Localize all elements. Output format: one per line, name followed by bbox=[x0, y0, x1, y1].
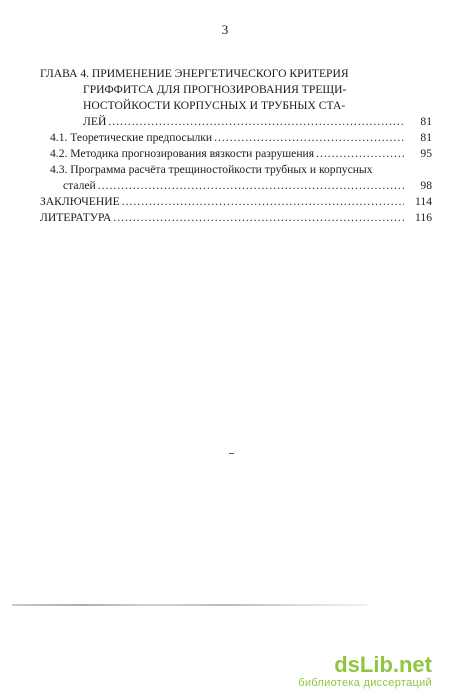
toc-page-number: 95 bbox=[420, 147, 432, 160]
toc-entry-literature bbox=[40, 210, 432, 226]
toc-entry-4-3 bbox=[40, 162, 432, 178]
dot-leader bbox=[214, 130, 404, 146]
toc-entry-label: сталей bbox=[63, 179, 96, 192]
toc-entry-label: ЗАКЛЮЧЕНИЕ bbox=[40, 195, 120, 208]
page-number: 3 bbox=[221, 22, 229, 37]
chapter-title-line: ГЛАВА 4. ПРИМЕНЕНИЕ ЭНЕРГЕТИЧЕСКОГО КРИТЕРИЯ bbox=[40, 67, 349, 80]
toc-page-number: 98 bbox=[420, 179, 432, 192]
dot-leader bbox=[98, 178, 404, 194]
toc-entry-4-3-cont bbox=[40, 178, 432, 194]
toc-entry-label: ЛИТЕРАТУРА bbox=[40, 211, 112, 224]
dot-leader bbox=[108, 114, 404, 130]
scan-artifact-line bbox=[12, 604, 367, 606]
watermark-tagline: библиотека диссертаций bbox=[298, 677, 432, 689]
stray-mark bbox=[229, 453, 234, 454]
toc-page-number: 81 bbox=[420, 115, 432, 128]
watermark bbox=[298, 653, 432, 689]
table-of-contents bbox=[40, 66, 432, 226]
chapter-title-line: НОСТОЙКОСТИ КОРПУСНЫХ И ТРУБНЫХ СТА- bbox=[83, 99, 346, 112]
toc-entry-conclusion bbox=[40, 194, 432, 210]
toc-page-number: 81 bbox=[420, 131, 432, 144]
chapter-4-title bbox=[40, 66, 432, 114]
dot-leader bbox=[316, 146, 404, 162]
toc-entry-label: 4.1. Теоретические предпосылки bbox=[50, 131, 213, 144]
chapter-title-line: ГРИФФИТСА ДЛЯ ПРОГНОЗИРОВАНИЯ ТРЕЩИ- bbox=[83, 83, 347, 96]
toc-page-number: 116 bbox=[415, 211, 432, 224]
toc-entry-4-1 bbox=[40, 130, 432, 146]
toc-entry-label: ЛЕЙ bbox=[83, 115, 107, 128]
toc-entry-label: 4.2. Методика прогнозирования вязкости разрушения bbox=[50, 147, 315, 160]
toc-entry-label: 4.3. Программа расчёта трещиностойкости трубных и корпусных bbox=[50, 163, 373, 176]
toc-page-number: 114 bbox=[415, 195, 432, 208]
watermark-logo: dsLib.net bbox=[334, 652, 432, 677]
toc-entry-chapter-4 bbox=[40, 114, 432, 130]
dot-leader bbox=[113, 210, 404, 226]
dot-leader bbox=[122, 194, 404, 210]
toc-entry-4-2 bbox=[40, 146, 432, 162]
